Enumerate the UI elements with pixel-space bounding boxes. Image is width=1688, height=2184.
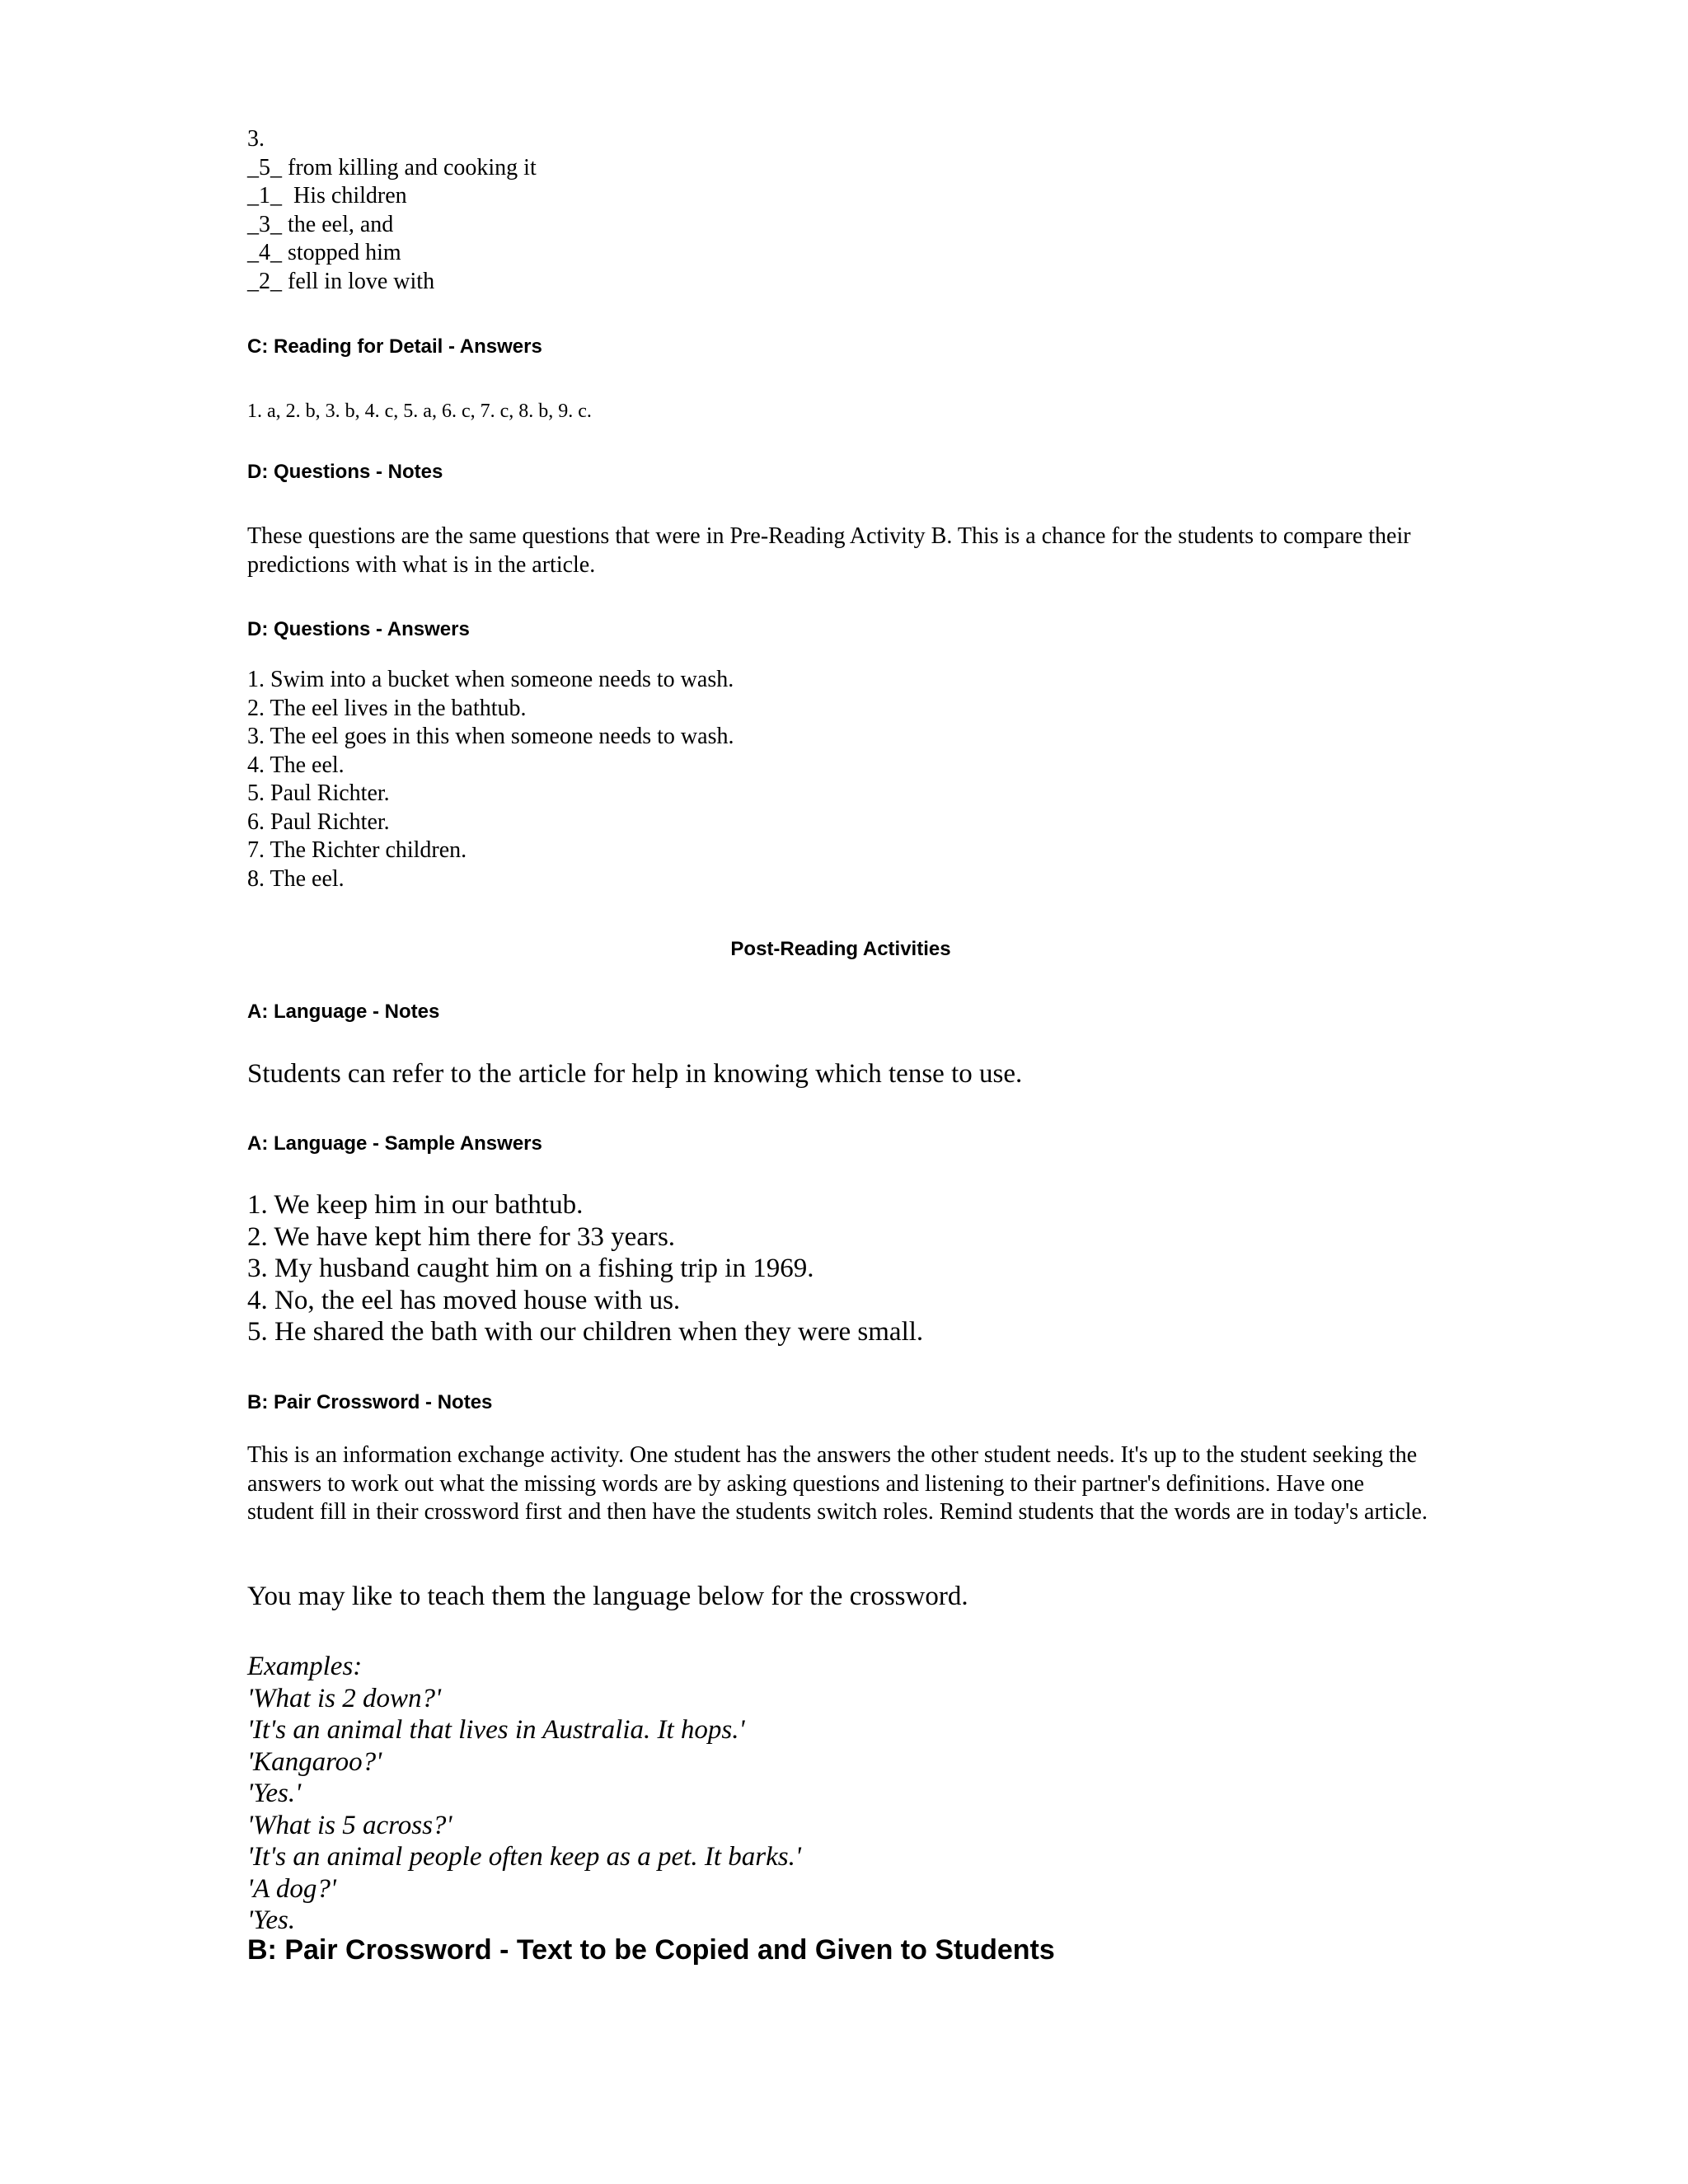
list-item: 7. The Richter children.	[247, 837, 467, 863]
ordering-line: _2_ fell in love with	[247, 268, 435, 294]
example-line: 'Yes.	[247, 1905, 296, 1935]
list-item: 6. Paul Richter.	[247, 808, 390, 835]
list-item: 3. The eel goes in this when someone needs to wash.	[247, 724, 734, 749]
list-item: 1. Swim into a bucket when someone needs to wash.	[247, 667, 734, 692]
ordering-line: _1_ His children	[247, 183, 407, 209]
questions-notes-heading: D: Questions - Notes	[247, 461, 443, 483]
list-item: 8. The eel.	[247, 865, 345, 892]
example-line: 'It's an animal that lives in Australia. It hops.'	[247, 1715, 745, 1745]
list-item: 5. He shared the bath with our children when they were small.	[247, 1317, 924, 1347]
crossword-text-heading: B: Pair Crossword - Text to be Copied and Given to Students	[247, 1934, 1055, 1966]
ordering-number: 3.	[247, 126, 265, 152]
example-line: 'Yes.'	[247, 1779, 302, 1808]
crossword-notes-heading: B: Pair Crossword - Notes	[247, 1391, 493, 1413]
list-item: 4. The eel.	[247, 752, 345, 778]
example-line: 'A dog?'	[247, 1873, 336, 1904]
example-line: 'What is 5 across?'	[247, 1810, 452, 1840]
reading-detail-heading: C: Reading for Detail - Answers	[247, 335, 542, 358]
list-item: 2. The eel lives in the bathtub.	[247, 695, 527, 721]
ordering-line: _4_ stopped him	[247, 240, 401, 265]
example-line: 'What is 2 down?'	[247, 1683, 442, 1713]
questions-notes-text: These questions are the same questions that were in Pre-Reading Activity B. This is a chance for the students to compare their predictions with what is in the article.	[247, 523, 1411, 578]
reading-detail-answers: 1. a, 2. b, 3. b, 4. c, 5. a, 6. c, 7. c, 8. b, 9. c.	[247, 401, 592, 422]
post-reading-heading: Post-Reading Activities	[730, 938, 951, 960]
language-notes-heading: A: Language - Notes	[247, 1001, 440, 1023]
questions-answers-heading: D: Questions - Answers	[247, 618, 470, 640]
ordering-answers	[247, 125, 537, 296]
list-item: 5. Paul Richter.	[247, 780, 390, 806]
example-line: Examples:	[247, 1652, 363, 1681]
language-answers-list	[247, 1189, 923, 1348]
example-line: 'Kangaroo?'	[247, 1746, 382, 1777]
crossword-teach-text: You may like to teach them the language below for the crossword.	[247, 1582, 968, 1611]
crossword-notes-text: This is an information exchange activity. One student has the answers the other student needs. It's up to the student seeking the answers to work out what the missing words are by asking questions and listening to their partner's definitions. Have one student fill in their crossword first and then have the students switch roles. Remind students that the words are in today's article.	[247, 1442, 1428, 1525]
questions-answers-list	[247, 666, 734, 893]
ordering-line: _5_ from killing and cooking it	[247, 154, 537, 180]
language-notes-text: Students can refer to the article for help in knowing which tense to use.	[247, 1059, 1023, 1089]
crossword-examples	[247, 1651, 801, 1937]
list-item: 1. We keep him in our bathtub.	[247, 1190, 584, 1220]
ordering-line: _3_ the eel, and	[247, 211, 394, 237]
language-answers-heading: A: Language - Sample Answers	[247, 1132, 542, 1155]
example-line: 'It's an animal people often keep as a pet. It barks.'	[247, 1842, 801, 1872]
list-item: 2. We have kept him there for 33 years.	[247, 1221, 676, 1252]
list-item: 4. No, the eel has moved house with us.	[247, 1285, 681, 1315]
list-item: 3. My husband caught him on a fishing trip in 1969.	[247, 1254, 814, 1283]
